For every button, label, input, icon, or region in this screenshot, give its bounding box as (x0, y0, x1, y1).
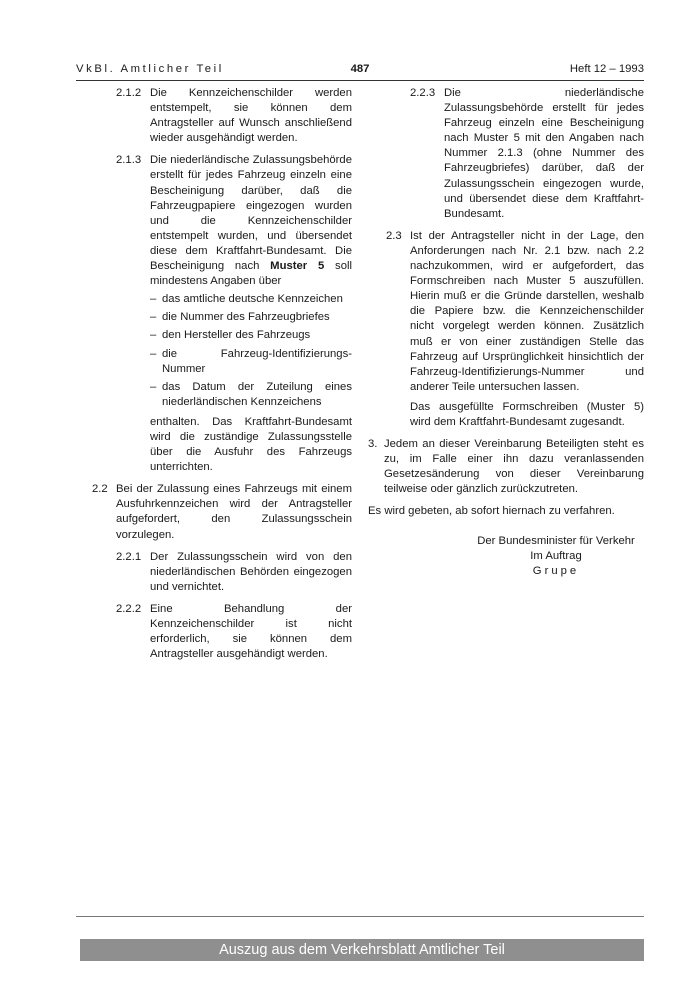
section-body (150, 153, 352, 475)
section-2-2-1 (92, 550, 352, 595)
section-2-3 (368, 229, 644, 430)
section-number: 2.3 (386, 229, 402, 242)
section-number: 2.1.3 (116, 154, 142, 167)
signatory-name: Grupe (532, 564, 580, 577)
signatory-title: Der Bundesminister für Verkehr (477, 534, 635, 547)
right-column (368, 86, 644, 579)
closing-statement: Es wird gebeten, ab sofort hiernach zu verfahren. (368, 505, 615, 518)
section-text: Bei der Zulassung eines Fahrzeugs mit einem Ausfuhrkennzeichen wird der Antragsteller aufgefordert, den Zulassungsschein vorzulegen. (116, 483, 352, 541)
section-2-1-3 (92, 153, 352, 475)
left-column (92, 86, 352, 669)
section-number: 2.2 (92, 483, 108, 496)
section-number: 2.2.1 (116, 550, 142, 563)
section-number: 2.2.3 (410, 87, 436, 99)
list-item: – die Nummer des Fahrzeugbriefes (150, 311, 330, 324)
section-text: Die Kennzeichenschilder werden entstempelt, sie können dem Antragsteller auf Wunsch anschließend wieder ausgehändigt werden. (150, 87, 352, 145)
signatory-authority: Im Auftrag (530, 549, 582, 562)
page-number: 487 (350, 63, 370, 75)
header-rule (76, 80, 644, 81)
section-2-1-2 (92, 86, 352, 146)
section-2-2-2 (92, 602, 352, 662)
section-number: 2.2.2 (116, 602, 142, 615)
details-list (150, 292, 352, 410)
section-closing-text: enthalten. Das Kraftfahrt-Bundesamt wird die zuständige Zulassungsstelle über die Ausfuhr des Fahrzeugs unterrichten. (150, 415, 352, 474)
footer-banner: Auszug aus dem Verkehrsblatt Amtlicher Teil (80, 939, 644, 961)
footer-rule (76, 916, 644, 917)
section-number: 3. (368, 438, 378, 451)
list-item: – den Hersteller des Fahrzeugs (150, 329, 311, 342)
list-item: – das amtliche deutsche Kennzeichen (150, 293, 343, 306)
section-text: Eine Behandlung der Kennzeichenschilder ist nicht erforderlich, sie können dem Antragsteller ausgehändigt werden. (150, 602, 352, 661)
list-item: – die Fahrzeug-Identifizierungs-Nummer (150, 347, 352, 375)
list-item: – das Datum der Zuteilung eines niederländischen Kennzeichens (150, 380, 352, 408)
publication-name: VkBl. Amtlicher Teil (76, 63, 224, 75)
section-2-2 (92, 482, 352, 542)
signature-block (468, 534, 644, 579)
section-text-2: Das ausgefüllte Formschreiben (Muster 5) wird dem Kraftfahrt-Bundesamt zugesandt. (410, 400, 644, 428)
section-text (150, 153, 352, 289)
section-body (410, 229, 644, 430)
text-run: Die niederländische Zulassungsbehörde erstellt für jedes Fahrzeug einzeln eine Bescheinigung darüber, daß die Fahrzeugpapiere eingezogen wurden und die Kennzeichenschilder entstempelt wurden, und übersendet diese dem Kraftfahrt-Bundesamt. Die Bescheinigung nach (150, 154, 352, 273)
text-run: soll mindestens Angaben über (150, 260, 352, 288)
issue-label: Heft 12 – 1993 (569, 63, 644, 75)
page-header (76, 62, 644, 78)
muster-reference: Muster 5 (270, 260, 325, 273)
section-number: 2.1.2 (116, 87, 142, 99)
section-text: Jedem an dieser Vereinbarung Beteiligten steht es zu, im Falle einer ihn dazu veranlassenden Gesetzesänderung von dieser Vereinbarung teilweise oder gänzlich zurückzutreten. (384, 438, 644, 496)
section-text: Ist der Antragsteller nicht in der Lage, den Anforderungen nach Nr. 2.1 bzw. nach 2.2 nachzukommen, wird er aufgefordert, das Formschreiben nach Muster 5 auszufüllen. Hierin muß er die Gründe darstellen, weshalb die Papiere bzw. die Kennzeichenschilder nicht vorgelegt werden können. Zusätzlich muß er von einer zuständigen Stelle das Fahrzeug auf Ursprünglichkeit hinsichtlich der Fahrzeug-Identifizierungs-Nummer und anderer Teile untersuchen lassen. (410, 229, 644, 393)
section-2-2-3 (368, 86, 644, 222)
section-text: Die niederländische Zulassungsbehörde erstellt für jedes Fahrzeug einzeln eine Bescheinigung nach Muster 5 mit den Angaben nach Nummer 2.1.3 (ohne Nummer des Fahrzeugbriefes) darüber, daß der Zulassungsschein eingezogen wurde, und übersendet diese dem Kraftfahrt-Bundesamt. (444, 87, 644, 220)
section-text: Der Zulassungsschein wird von den niederländischen Behörden eingezogen und vernichtet. (150, 550, 352, 593)
section-3 (368, 437, 644, 497)
